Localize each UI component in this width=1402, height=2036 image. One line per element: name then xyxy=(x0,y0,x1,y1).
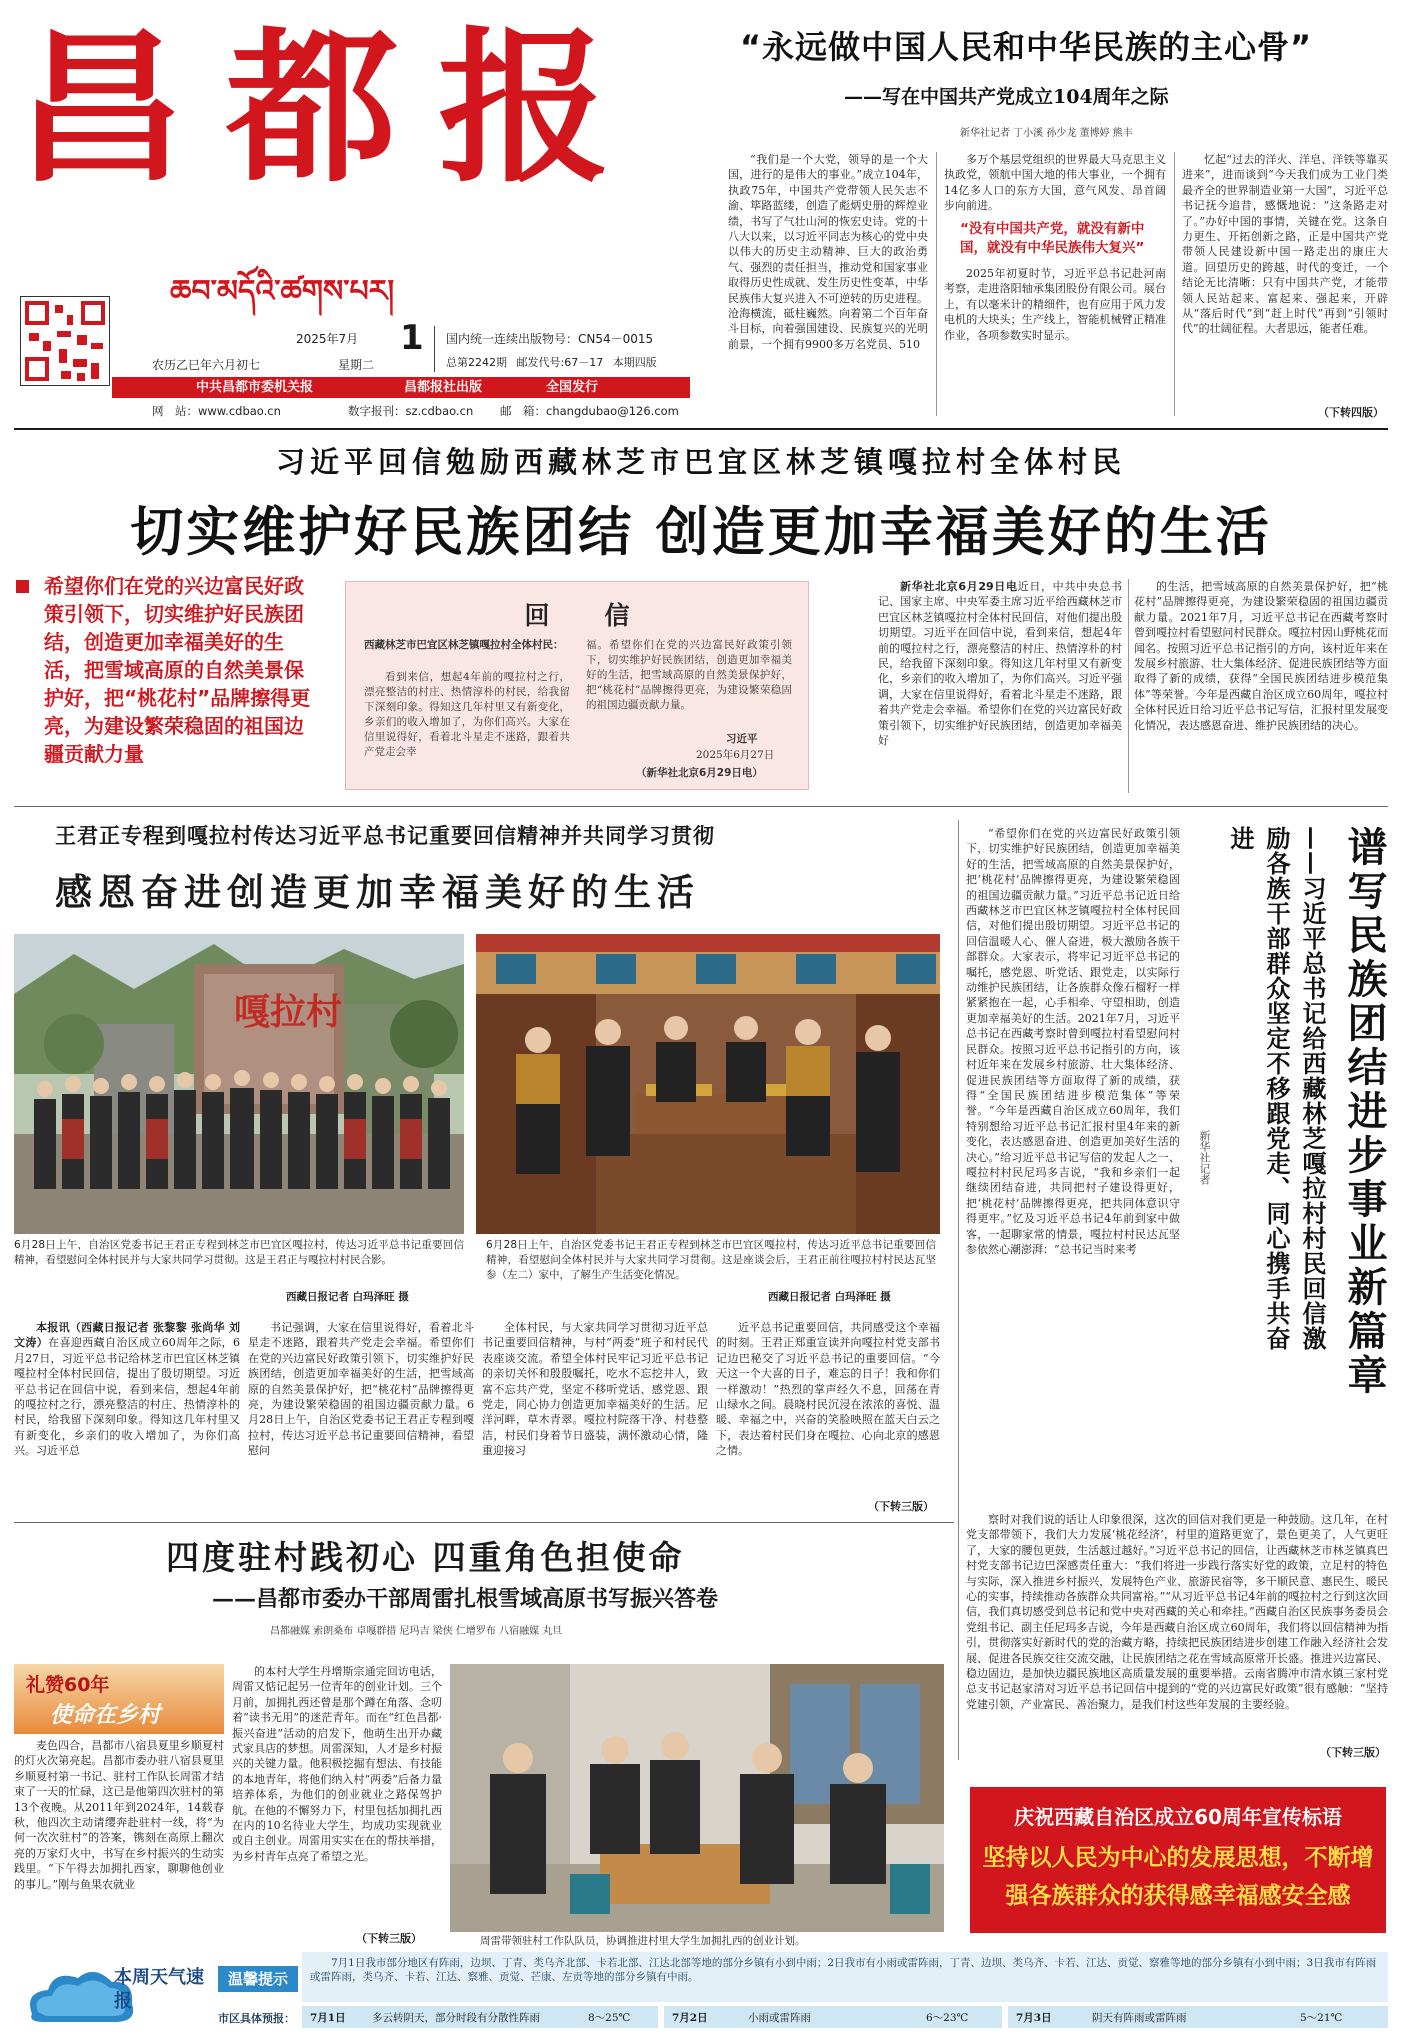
top-story-pullquote: “没有中国共产党，就没有新中国，就没有中华民族伟大复兴” xyxy=(960,221,1145,256)
publisher-organ: 中共昌都市委机关报 xyxy=(196,380,314,395)
top-story-col2 xyxy=(944,152,1166,416)
lead-kicker: 习近平回信勉励西藏林芝市巴宜区林芝镇嘎拉村全体村民 xyxy=(275,445,1126,479)
photo1-credit: 西藏日报记者 白玛泽旺 摄 xyxy=(286,1291,409,1303)
city-forecast-label: 市区具体预报： xyxy=(218,2012,295,2025)
photo2-caption: 6月28日上午，自治区党委书记王君正专程到林芝市巴宜区嘎拉村，传达习近平总书记重要回信精神，看望慰问全体村民并与大家共同学习贯彻。这是座谈会后，王君正前往嘎拉村村民达瓦坚参（左二）家中，了解生产生活变化情况。 xyxy=(486,1239,936,1281)
info-divider xyxy=(434,326,435,372)
forecast-day-2-date: 7月2日 xyxy=(672,2012,708,2024)
story3-byline: 新华社记者 xyxy=(1198,1130,1211,1185)
forecast-day-1-desc: 多云转阴天，部分时段有分散性阵雨 xyxy=(372,2012,540,2024)
letter-salutation: 西藏林芝市巴宜区林芝镇嘎拉村全体村民： xyxy=(364,639,564,651)
forecast-day-2-desc: 小雨或雷阵雨 xyxy=(748,2012,811,2024)
letter-credit: （新华社北京6月29日电） xyxy=(636,767,763,779)
story2-dateline: 本报讯（西藏日报记者 张黎黎 张尚华 刘文涛） xyxy=(14,1321,240,1350)
publisher-name: 昌都报社出版 xyxy=(404,380,483,395)
issue-date: 2025年7月 xyxy=(296,332,359,346)
photo2-credit: 西藏日报记者 白玛泽旺 摄 xyxy=(768,1291,891,1303)
forecast-day-1 xyxy=(302,2006,658,2028)
top-story-continued: （下转四版） xyxy=(1318,406,1384,419)
photo1-caption: 6月28日上午，自治区党委书记王君正专程到林芝市巴宜区嘎拉村，传达习近平总书记重要回信精神，看望慰问全体村民并与大家共同学习贯彻。这是王君正与嘎拉村村民合影。 xyxy=(14,1239,464,1266)
series-badge xyxy=(14,1664,224,1734)
forecast-day-3-temp: 5～21℃ xyxy=(1300,2012,1343,2024)
forecast-day-2-temp: 6～23℃ xyxy=(926,2012,969,2024)
weather-logo-text: 本周天气速报 xyxy=(114,1967,204,2012)
story4-photo-caption: 周雷带领驻村工作队队员，协调推进村里大学生加拥扎西的创业计划。 xyxy=(480,1935,806,1947)
issue-info-line xyxy=(446,354,657,370)
page-count: 本期四版 xyxy=(612,356,657,369)
story3-continued: （下转三版） xyxy=(1320,1746,1386,1759)
lunar-date: 农历乙巳年六月初七 xyxy=(152,358,261,372)
group-photo-illustration xyxy=(14,934,464,1234)
home-visit-photo-illustration xyxy=(476,934,940,1234)
story3-col2: 察时对我们说的话让人印象很深，这次的回信对我们更是一种鼓励。这几年，在村党支部带领下，我们大力发展‘桃花经济’，村里的道路更宽了，景色更美了，人气更旺了，大家的腰包更鼓，生活越过越好。”习近平总书记的回信，让西藏林芝市林芝镇真巴村党支部书记边巴深感责任重大：“我们将进一步践行落实好党的政策，立足村的特色与实际，深入推进乡村振兴，发展特色产业、旅游民宿等，多干顺民意、惠民生、暖民心的实事，持续推动各族群众共同富裕。”“从习近平总书记4年前的嘎拉村之行到这次回信，我们真切感受到总书记和党中央对西藏的关心和牵挂。”西藏自治区民族事务委员会党组书记、副主任尼玛多吉说，今年是西藏自治区成立60周年，我们将以回信精神为指引，贯彻落实好新时代的党的治藏方略，持续把民族团结进步创建工作融入经济社会发展、促进各民族交往交流交融，让民族团结之花在雪域高原常开长盛。推进兴边富民、稳边固边，是加快边疆民族地区高质量发展的重要举措。云南省腾冲市清水镇三家村党总支书记赵家清对习近平总书记回信中提到的“党的兴边富民好政策”很有感触：“坚持党建引领，产业富民、善治聚力，是我们村这些年发展的主要经验。 xyxy=(966,1513,1388,1711)
village-sign-text: 嘎拉村 xyxy=(234,992,343,1033)
forecast-day-1-temp: 8～25℃ xyxy=(588,2012,631,2024)
contact-email: 邮 箱：changdubao@126.com xyxy=(500,404,679,418)
work-team-photo-illustration xyxy=(450,1664,944,1932)
top-story-subtitle: ——写在中国共产党成立104周年之际 xyxy=(844,86,1169,108)
post-code: 邮发代号:67－17 xyxy=(516,356,604,369)
slogan-title: 庆祝西藏自治区成立60周年宣传标语 xyxy=(1014,1805,1342,1829)
story3-col1: “希望你们在党的兴边富民好政策引领下，切实维护好民族团结，创造更加幸福美好的生活，把雪域高原的自然美景保护好，把‘桃花村’品牌擦得更亮，为建设繁荣稳固的祖国边疆贡献力量。”习近平总书记近日给西藏林芝市巴宜区林芝镇嘎拉村全体村民回信，对他们提出殷切期望。习近平总书记的回信温暖人心、催人奋进，极大激励各族干部群众。大家表示，将牢记习近平总书记的嘱托，感党恩、听党话、跟党走，以实际行动维护民族团结，让各族群众像石榴籽一样紧紧抱在一起，心手相牵、守望相助，创造更加幸福美好的生活。2021年7月，习近平总书记在西藏考察时曾到嘎拉村看望慰问村民群众。按照习近平总书记指引的方向，该村近年来在发展乡村旅游、壮大集体经济、促进民族团结等方面取得了新的成绩，获得“全国民族团结进步模范集体”等荣誉。“今年是西藏自治区成立60周年，我们特别想给习近平总书记汇报村里4年来的新变化，表达感恩奋进、创造更加美好生活的决心。”给习近平总书记写信的发起人之一、嘎拉村村民尼玛多吉说，“我和乡亲们一起继续团结奋进，共同把村子建设得更好，把‘桃花村’品牌擦得更亮，把共同体意识守得更牢。”忆及习近平总书记4年前到家中做客，一起聊家常的情景，嘎拉村村民达瓦坚参依然心潮澎湃：“总书记当时来考 xyxy=(966,827,1180,1256)
slogan-text: 坚持以人民为中心的发展思想，不断增强各族群众的获得感幸福感安全感 xyxy=(982,1845,1374,1909)
top-story-col1: “我们是一个大党，领导的是一个大国，进行的是伟大的事业。”成立104年，执政75年，中国共产党带领人民矢志不渝、筚路蓝缕，创造了彪炳史册的辉煌业绩，书写了气壮山河的恢宏史诗。党的十八大以来，以习近平同志为核心的党中央以伟大的历史主动精神、巨大的政治勇气、强烈的责任担当，推动党和国家事业取得历史性成就、发生历史性变革，中华民族伟大复兴进入不可逆转的历史进程。沧海横流，砥柱巍然。向着第二个百年奋斗目标，向着强国建设、民族复兴的光明前景，一个拥有9900多万名党员、510 xyxy=(728,153,928,351)
issue-number: 总第2242期 xyxy=(446,356,507,369)
photo-work-team xyxy=(450,1664,944,1932)
bullet-square-icon xyxy=(16,580,29,593)
distribution: 全国发行 xyxy=(546,380,599,395)
story4-headline: 四度驻村践初心 四重角色担使命 xyxy=(166,1538,685,1577)
lead-body-col1 xyxy=(878,579,1122,795)
top-story-headline: “永远做中国人民和中华民族的主心骨” xyxy=(740,28,1313,66)
story4-byline: 昌都融媒 索朗桑布 卓嘎群措 尼玛吉 梁侠 仁增罗布 八宿融媒 丸旦 xyxy=(270,1626,563,1637)
issue-day: 1 xyxy=(400,318,424,358)
lead-summary: 希望你们在党的兴边富民好政策引领下，切实维护好民族团结，创造更加幸福美好的生活，把雪域高原的自然美景保护好，把“桃花村”品牌擦得更亮，为建设繁荣稳固的祖国边疆贡献力量 xyxy=(44,574,311,766)
qr-code-icon xyxy=(20,296,110,386)
story3-subhead: ——习近平总书记给西藏林芝嘎拉村村民回信激励各族干部群众坚定不移跟党走、同心携手共奋进 xyxy=(1226,826,1327,1351)
lead-summary-box xyxy=(14,572,314,794)
story2-headline: 感恩奋进创造更加幸福美好的生活 xyxy=(55,871,700,914)
badge-title: 礼赞60年 xyxy=(26,1674,110,1696)
photo-home-visit xyxy=(476,934,940,1234)
forecast-day-1-date: 7月1日 xyxy=(310,2012,346,2024)
weather-tip-box xyxy=(302,1952,1388,2002)
lead-body-col1-text: 近日，中共中央总书记、国家主席、中央军委主席习近平给西藏林芝市巴宜区林芝镇嘎拉村全体村民回信，对他们提出殷切期望。习近平在回信中说，看到来信，想起4年前的嘎拉村之行，漂亮整洁的村庄、热情淳朴的村民，给我留下深刻印象。得知这几年村里又有新变化，乡亲们的收入增加了，为你们高兴。习近平强调，大家在信里说得好，看着北斗星走不迷路，跟着共产党走会幸福。希望你们在党的兴边富民好政策引领下，切实维护好民族团结，创造更加幸福美好 xyxy=(878,580,1122,748)
forecast-day-3-date: 7月3日 xyxy=(1016,2012,1052,2024)
top-story-col2b-text: 2025年初夏时节，习近平总书记赴河南考察，走进洛阳轴承集团股份有限公司。展台上，有以毫米计的精细件，也有应用于风力发电机的大块头；生产线上，智能机械臂正精准作业，各项参数实时显示。 xyxy=(944,267,1166,342)
story2-col1-text: 在喜迎西藏自治区成立60周年之际，6月27日，习近平总书记给林芝市巴宜区林芝镇嘎拉村全体村民回信，提出了殷切期望。习近平总书记在回信中说，看到来信，想起4年前的嘎拉村之行，漂亮整洁的村庄、热情淳朴的村民，给我留下深刻印象。得知这几年村里又有新变化，乡亲们的收入增加了，为你们高兴。习近平总 xyxy=(14,1336,240,1458)
story2-col4: 近平总书记重要回信，共同感受这个幸福的时刻。王君正郑重宣读并向嘎拉村党支部书记边巴秘交了习近平总书记的重要回信。“今天这一个大喜的日子，难忘的日子！我和你们一样激动！”热烈的掌声经久不息，回荡在青山绿水之间。晨晓村民沉浸在浓浓的喜悦、温暖、幸福之中，兴奋的笑脸映照在蓝天白云之下，表达着村民们身在嘎拉、心向北京的感恩之情。 xyxy=(716,1321,940,1458)
story2-continued: （下转三版） xyxy=(868,1500,934,1513)
masthead-title: 昌都报 xyxy=(14,10,650,205)
lead-body-col2: 的生活，把雪域高原的自然美景保护好，把“桃花村”品牌擦得更亮，为建设繁荣稳固的祖国边疆贡献力量。2021年7月，习近平总书记在西藏考察时曾到嘎拉村看望慰问村民群众。嘎拉村因山野桃花而闻名。按照习近平总书记指引的方向，该村近年来在发展乡村旅游、壮大集体经济、促进民族团结等方面取得了新的成绩，获得“全国民族团结进步模范集体”等荣誉。今年是西藏自治区成立60周年，嘎拉村全体村民近日给习近平总书记写信，汇报村里发展变化情况，表达感恩奋进、维护民族团结的决心。 xyxy=(1134,580,1388,732)
badge-subtitle: 使命在乡村 xyxy=(50,1702,161,1728)
letter-date: 2025年6月27日 xyxy=(696,749,775,761)
masthead-tibetan-title: ཆབ་མདོའི་ཚགས་པར། xyxy=(170,274,395,309)
epaper-address: 数字报刊：sz.cdbao.cn xyxy=(348,404,474,418)
cn-code: 国内统一连续出版物号：CN54－0015 xyxy=(446,332,654,346)
masthead-red-bar xyxy=(112,377,690,398)
story2-col1 xyxy=(14,1320,240,1512)
story2-col3: 全体村民，与大家共同学习贯彻习近平总书记重要回信精神，与村“两委”班子和村民代表座谈交流。希望全体村民牢记习近平总书记的亲切关怀和殷殷嘱托，吃水不忘挖井人，致富不忘共产党，坚定不移听党话、感党恩、跟党走，同心协力创造更加幸福美好的生活。尼洋河畔，草木青翠。嘎拉村院落干净、村巷整洁，村民们身着节日盛装，满怀激动心情，隆重迎接习 xyxy=(482,1321,708,1458)
letter-signature: 习近平 xyxy=(726,733,758,745)
weather-tip-text: 7月1日我市部分地区有阵雨，边坝、丁青、类乌齐北部、卡若北部、江达北部等地的部分乡镇有小到中雨；2日我市有小雨或雷阵雨，丁青、边坝、类乌齐、卡若、江达、贡觉、察雅等地的部分乡镇有小到中雨；3日我市有阵雨或雷阵雨，类乌齐、卡若、江达、察雅、贡觉、芒康、左贡等地的部分乡镇有中雨。 xyxy=(310,1957,1377,1983)
top-story-col2-text: 多万个基层党组织的世界最大马克思主义执政党，领航中国大地的伟大事业，一个拥有14亿多人口的东方大国，意气风发、昂首阔步向前进。 xyxy=(944,153,1166,212)
story4-col2: 的本村大学生丹增斯宗通完回访电话，周雷又惦记起另一位青年的创业计划。三个月前，加拥扎西还曾是那个蹲在角落、念叨着“读书无用”的迷茫青年。而在“红色昌都·振兴奋进”活动的启发下，他萌生出开办藏式家具店的梦想。周雷深知，人才是乡村振兴的关键力量。他积极挖掘有想法、有技能的本地青年，将他们纳入村“两委”后备力量培养体系，为他们的创业就业之路保驾护航。在他的不懈努力下，村里包括加拥扎西在内的10名待业大学生，均成功实现就业或自主创业。周雷用实实在在的帮扶举措，为乡村青年点亮了希望之光。 xyxy=(232,1665,442,1863)
reply-letter-box xyxy=(345,581,809,790)
story4-col1: 麦色四合，昌都市八宿县夏里乡顺夏村的灯火次第亮起。昌都市委办驻八宿县夏里乡顺夏村第一书记、驻村工作队长周雷才结束了一天的忙碌，这已是他第四次驻村的第13个夜晚。从2011年到2024年，14载春秋，他四次主动请缨奔赴驻村一线，将“为何一次次驻村”的答案，镌刻在高原上翻次亮的万家灯火中，书写在乡村振兴的生动实践里。“下午得去加拥扎西家，聊聊他创业的事儿。”刚与鱼果农就业 xyxy=(14,1739,224,1891)
story4-continued: （下转三版） xyxy=(356,1932,422,1945)
forecast-day-3-desc: 阴天有阵雨或雷阵雨 xyxy=(1092,2012,1187,2024)
slogan-banner xyxy=(970,1787,1386,1933)
lead-headline: 切实维护好民族团结 创造更加幸福美好的生活 xyxy=(130,502,1272,563)
forecast-day-2 xyxy=(664,2006,1002,2028)
top-story-col3: 忆起“过去的洋火、洋皂、洋铁等靠买进来”，进而谈到“今天我们成为工业门类最齐全的世界制造业第一大国”，习近平总书记抚今追昔，感慨地说：“这条路走对了。”办好中国的事情，关键在党。这条自力更生、开拓创新之路，正是中国共产党带领人民建设新中国一路走出的康庄大道。回望历史的跨越，时代的变迁，一个结论无比清晰：只有中国共产党，才能带领人民站起来、富起来、强起来，开辟从“落后时代”到“赶上时代”再到“引领时代”的壮阔征程。大者思远，能者任难。 xyxy=(1182,153,1388,336)
forecast-day-3 xyxy=(1008,2006,1388,2028)
letter-body-2: 福。希望你们在党的兴边富民好政策引领下，切实维护好民族团结，创造更加幸福美好的生活，把雪域高原的自然美景保护好，把“桃花村”品牌擦得更亮，为建设繁荣稳固的祖国边疆贡献力量。 xyxy=(586,639,792,711)
story2-col2: 书记强调，大家在信里说得好，看着北斗星走不迷路，跟着共产党走会幸福。希望你们在党的兴边富民好政策引领下，切实维护好民族团结，创造更加幸福美好的生活，把雪域高原的自然美景保护好，把“桃花村”品牌擦得更亮，为建设繁荣稳固的祖国边疆贡献力量。6月28日上午，自治区党委书记王君正专程到嘎拉村，传达习近平总书记重要回信精神，看望慰问 xyxy=(248,1321,474,1458)
dateline: 新华社北京6月29日电 xyxy=(900,580,1018,593)
weather-tip-label: 温馨提示 xyxy=(218,1966,298,1992)
letter-body-1: 看到来信，想起4年前的嘎拉村之行，漂亮整洁的村庄、热情淳朴的村民，给我留下深刻印象。得知这几年村里又有新变化，乡亲们的收入增加了，为你们高兴。大家在信里说得好，看着北斗星走不迷路，跟着共产党走会幸 xyxy=(364,671,570,758)
website: 网 站：www.cdbao.cn xyxy=(152,404,281,418)
story2-kicker: 王君正专程到嘎拉村传达习近平总书记重要回信精神并共同学习贯彻 xyxy=(55,824,715,848)
weather-strip xyxy=(0,1948,1402,2036)
issue-weekday: 星期二 xyxy=(338,358,375,372)
story4-subhead: ——昌都市委办干部周雷扎根雪域高原书写振兴答卷 xyxy=(212,1586,719,1612)
photo-group-at-village xyxy=(14,934,464,1234)
story3-headline: 谱写民族团结进步事业新篇章 xyxy=(1341,826,1387,1398)
reply-letter-title: 回信 xyxy=(524,601,685,630)
weather-logo xyxy=(14,1952,214,2034)
top-story-byline: 新华社记者 丁小溪 孙少龙 董博婷 熊丰 xyxy=(960,128,1133,139)
